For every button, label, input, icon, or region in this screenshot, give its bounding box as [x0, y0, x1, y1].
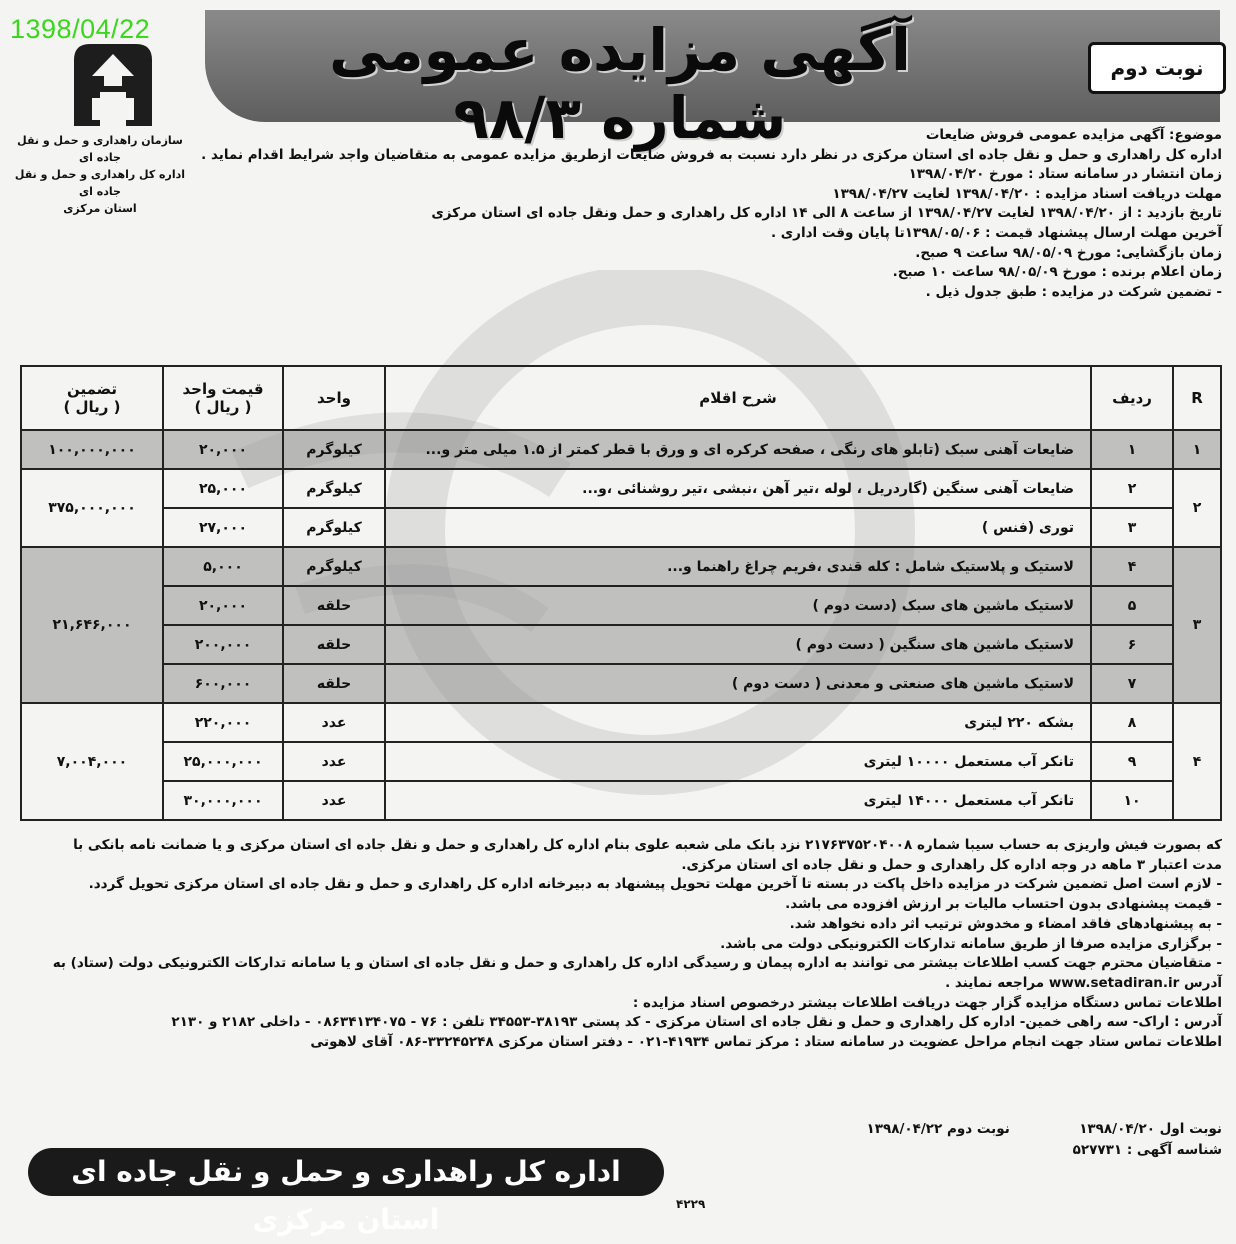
item-description: بشکه ۲۲۰ لیتری	[385, 703, 1091, 742]
item-description: ضایعات آهنی سبک (تابلو های رنگی ، صفحه کرکره ای و ورق با قطر کمتر از ۱.۵ میلی متر و...	[385, 430, 1091, 469]
header-unit: واحد	[283, 366, 385, 430]
group-guarantee: ۳۷۵,۰۰۰,۰۰۰	[21, 469, 163, 547]
item-unit: عدد	[283, 781, 385, 820]
item-unit-price: ۳۰,۰۰۰,۰۰۰	[163, 781, 283, 820]
group-number: ۲	[1173, 469, 1221, 547]
first-round-date: نوبت اول ۱۳۹۸/۰۴/۲۰	[1079, 1121, 1222, 1137]
item-description: لاستیک ماشین های سنگین ( دست دوم )	[385, 625, 1091, 664]
intro-line: زمان بازگشایی: مورخ ۹۸/۰۵/۰۹ ساعت ۹ صبح.	[915, 244, 1222, 261]
org-caption-line: اداره کل راهداری و حمل و نقل جاده ای	[14, 168, 186, 198]
ad-id: شناسه آگهی : ۵۲۷۷۳۱	[1072, 1142, 1222, 1158]
item-unit-price: ۶۰۰,۰۰۰	[163, 664, 283, 703]
table-row	[21, 625, 1221, 664]
intro-line: آخرین مهلت ارسال پیشنهاد قیمت : ۱۳۹۸/۰۵/۰۶تا پایان وقت اداری .	[770, 224, 1222, 241]
group-guarantee: ۲۱,۶۴۶,۰۰۰	[21, 547, 163, 703]
intro-line: زمان اعلام برنده : مورخ ۹۸/۰۵/۰۹ ساعت ۱۰ صبح.	[892, 264, 1222, 281]
header-guarantee	[21, 366, 163, 430]
ad-number: ۴۲۲۹	[676, 1197, 706, 1211]
item-unit-price: ۲۷,۰۰۰	[163, 508, 283, 547]
round-badge: نوبت دوم	[1088, 42, 1226, 94]
table-row	[21, 430, 1221, 469]
org-caption	[10, 132, 190, 217]
footer-banner: اداره کل راهداری و حمل و نقل جاده ای استان مرکزی	[28, 1148, 664, 1196]
header-unit-price-label: قیمت واحد	[182, 380, 264, 398]
item-unit-price: ۵,۰۰۰	[163, 547, 283, 586]
outro-line: - برگزاری مزایده صرفا از طریق سامانه تدارکات الکترونیکی دولت می باشد.	[720, 935, 1222, 952]
group-number: ۴	[1173, 703, 1221, 820]
item-description: توری (فنس )	[385, 508, 1091, 547]
intro-line: اداره کل راهداری و حمل و نقل جاده ای استان مرکزی در نظر دارد نسبت به فروش ضایعات ازطریق مزایده عمومی به متقاضیان واجد شرایط اقدام نماید .	[201, 146, 1222, 163]
item-unit-price: ۲۲۰,۰۰۰	[163, 703, 283, 742]
outro-line: مدت اعتبار ۳ ماهه در وجه اداره کل راهداری و حمل و نقل جاده ای استان مرکزی.	[681, 856, 1222, 873]
items-table	[20, 365, 1222, 821]
row-number: ۸	[1091, 703, 1173, 742]
intro-line: مهلت دریافت اسناد مزایده : ۱۳۹۸/۰۴/۲۰ لغایت ۱۳۹۸/۰۴/۲۷	[832, 185, 1222, 202]
row-number: ۵	[1091, 586, 1173, 625]
item-unit: عدد	[283, 742, 385, 781]
item-description: تانکر آب مستعمل ۱۰۰۰۰ لیتری	[385, 742, 1091, 781]
outro-contact-line: اطلاعات تماس ستاد جهت انجام مراحل عضویت در سامانه ستاد : مرکز تماس ۴۱۹۳۴-۰۲۱ - دفتر استان مرکزی ۳۳۲۴۵۲۴۸-۰۸۶ آقای لاهوتی	[310, 1034, 1222, 1051]
outro-line: که بصورت فیش واریزی به حساب سیبا شماره ۲۱۷۶۳۷۵۲۰۴۰۰۸ نزد بانک ملی شعبه علوی بنام اداره کل راهداری و حمل و نقل جاده ای استان مرکزی و یا ضمانت نامه بانکی با	[73, 837, 1222, 853]
item-unit-price: ۲۰۰,۰۰۰	[163, 625, 283, 664]
row-number: ۳	[1091, 508, 1173, 547]
intro-line: تاریخ بازدید : از ۱۳۹۸/۰۴/۲۰ لغایت ۱۳۹۸/۰۴/۲۷ از ساعت ۸ الی ۱۴ اداره کل راهداری و حمل ونقل جاده ای استان مرکزی	[431, 205, 1222, 222]
item-unit: حلقه	[283, 664, 385, 703]
header-r: R	[1173, 366, 1221, 430]
row-number: ۱۰	[1091, 781, 1173, 820]
group-number: ۳	[1173, 547, 1221, 703]
table-row	[21, 703, 1221, 742]
item-description: لاستیک ماشین های سبک (دست دوم )	[385, 586, 1091, 625]
header-row: ردیف	[1091, 366, 1173, 430]
group-guarantee: ۷,۰۰۴,۰۰۰	[21, 703, 163, 820]
header-unit-price-currency: ( ریال )	[194, 398, 252, 416]
org-caption-line: سازمان راهداری و حمل و نقل جاده ای	[17, 134, 183, 164]
outro-website-line: آدرس www.setadiran.ir مراجعه نمایند .	[945, 974, 1222, 991]
item-unit-price: ۲۰,۰۰۰	[163, 430, 283, 469]
table-row	[21, 664, 1221, 703]
table-row	[21, 547, 1221, 586]
table-row	[21, 742, 1221, 781]
table-row	[21, 469, 1221, 508]
row-number: ۱	[1091, 430, 1173, 469]
publication-rounds	[802, 1121, 1222, 1137]
intro-line: - تضمین شرکت در مزایده : طبق جدول ذیل .	[925, 283, 1222, 300]
outro-address-line: آدرس : اراک- سه راهی خمین- اداره کل راهداری و حمل و نقل جاده ای استان مرکزی - کد پستی ۳۸۱۹۳-۳۴۵۵۳ تلفن : ۷۶ - ۰۸۶۳۴۱۳۴۰۷۵ - داخلی ۲۱۸۲ و ۲۱۳۰	[171, 1014, 1222, 1031]
item-description: لاستیک و پلاستیک شامل : کله قندی ،فریم چراغ راهنما و...	[385, 547, 1091, 586]
item-unit: کیلوگرم	[283, 508, 385, 547]
group-number: ۱	[1173, 430, 1221, 469]
item-description: ضایعات آهنی سنگین (گاردریل ، لوله ،تیر آهن ،نبشی ،تیر روشنائی ،و...	[385, 469, 1091, 508]
org-caption-line: استان مرکزی	[63, 202, 137, 215]
header-guarantee-label: تضمین	[66, 380, 118, 398]
intro-section	[201, 126, 1222, 302]
row-number: ۹	[1091, 742, 1173, 781]
header-description: شرح اقلام	[385, 366, 1091, 430]
table-row	[21, 586, 1221, 625]
item-unit: حلقه	[283, 586, 385, 625]
outro-line: - لازم است اصل تضمین شرکت در مزایده داخل پاکت در بسته تا آخرین مهلت تحویل پیشنهاد به دبیرخانه اداره کل راهداری و حمل و نقل جاده ای استان مرکزی تحویل گردد.	[88, 876, 1222, 893]
item-unit: کیلوگرم	[283, 547, 385, 586]
item-unit: عدد	[283, 703, 385, 742]
intro-subject: موضوع: آگهی مزایده عمومی فروش ضایعات	[925, 127, 1222, 143]
item-description: تانکر آب مستعمل ۱۴۰۰۰ لیتری	[385, 781, 1091, 820]
row-number: ۷	[1091, 664, 1173, 703]
page-title: آگهی مزایده عمومی شماره ۹۸/۳	[329, 16, 911, 152]
date-stamp: 1398/04/22	[10, 14, 151, 44]
item-unit-price: ۲۵,۰۰۰,۰۰۰	[163, 742, 283, 781]
second-round-date: نوبت دوم ۱۳۹۸/۰۴/۲۲	[866, 1121, 1010, 1137]
item-unit: کیلوگرم	[283, 469, 385, 508]
outro-line: - به پیشنهادهای فاقد امضاء و مخدوش ترتیب اثر داده نخواهد شد.	[789, 915, 1222, 932]
item-unit: حلقه	[283, 625, 385, 664]
item-unit-price: ۲۵,۰۰۰	[163, 469, 283, 508]
header-guarantee-currency: ( ریال )	[63, 398, 121, 416]
item-unit-price: ۲۰,۰۰۰	[163, 586, 283, 625]
org-logo-icon	[70, 40, 156, 130]
row-number: ۶	[1091, 625, 1173, 664]
outro-line: - متقاضیان محترم جهت کسب اطلاعات بیشتر می توانند به اداره پیمان و رسیدگی اداره کل راهداری و حمل و نقل جاده ای استان و یا سامانه تدارکات الکترونیکی دولت (ستاد) به	[52, 955, 1222, 972]
header-unit-price	[163, 366, 283, 430]
table-row	[21, 781, 1221, 820]
group-guarantee: ۱۰۰,۰۰۰,۰۰۰	[21, 430, 163, 469]
item-description: لاستیک ماشین های صنعتی و معدنی ( دست دوم )	[385, 664, 1091, 703]
outro-contact-heading: اطلاعات تماس دستگاه مزایده گزار جهت دریافت اطلاعات بیشتر درخصوص اسناد مزایده :	[632, 994, 1222, 1011]
row-number: ۲	[1091, 469, 1173, 508]
item-unit: کیلوگرم	[283, 430, 385, 469]
intro-line: زمان انتشار در سامانه ستاد : مورخ ۱۳۹۸/۰۴/۲۰	[908, 166, 1222, 183]
outro-line: - قیمت پیشنهادی بدون احتساب مالیات بر ارزش افزوده می باشد.	[785, 896, 1222, 913]
outro-section	[10, 836, 1222, 1053]
row-number: ۴	[1091, 547, 1173, 586]
table-row	[21, 508, 1221, 547]
